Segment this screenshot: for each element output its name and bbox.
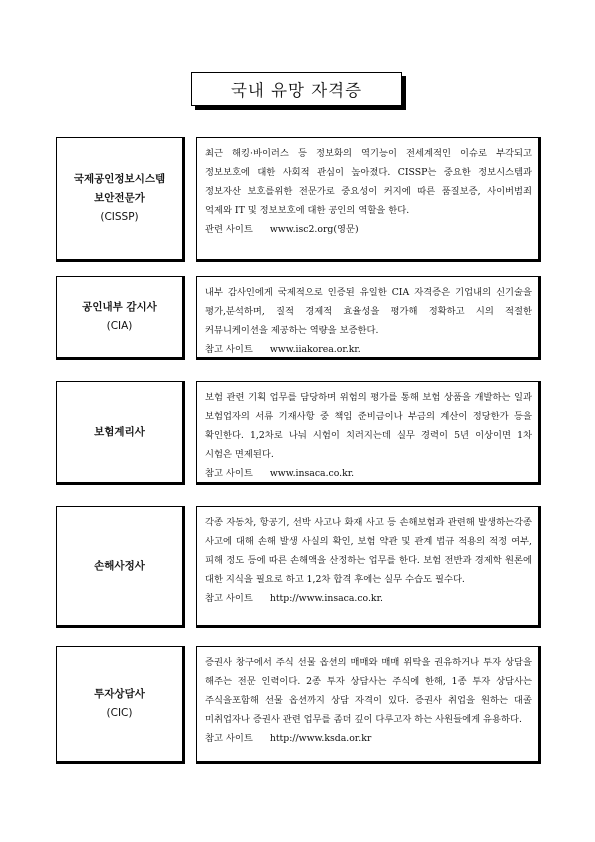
cert-name-line: 보험계리사 [94,425,145,438]
cert-description: 보험 관련 기획 업무를 담당하며 위험의 평가를 통해 보험 상품을 개발하는 일과 보험업자의 서류 기재사항 중 책임 준비금이나 부금의 계산이 정당한가 등을 확인한다. 1,2차로 나눠 시험이 치러지는데 실무 경력이 5년 이상이면 1차 시험은 면제된다. [205,392,532,460]
cert-abbr: (CIA) [106,320,133,332]
site-url: www.iiakorea.or.kr. [269,344,361,355]
cert-site-row [205,220,532,239]
cert-name-line: 공인내부 감시사 [82,301,157,313]
site-url: http://www.ksda.or.kr [269,733,372,744]
site-url: www.isc2.org(영문) [269,224,359,235]
cert-description-box [196,137,541,262]
cert-abbr: (CIC) [106,707,133,719]
cert-card-cic [56,646,541,764]
site-url: www.insaca.co.kr. [269,468,355,479]
page-title: 국내 유망 자격증 [191,72,402,106]
cert-abbr: (CISSP) [100,211,139,223]
cert-description: 증권사 창구에서 주식 선물 옵션의 매매와 매매 위탁을 권유하거나 투자 상담을 해주는 전문 인력이다. 2종 투자 상담사는 주식에 한해, 1종 투자 상담사는 주식을포함해 선물 옵션까지 상담 자격이 있다. 증권사 취업을 원하는 대졸 미취업자나 증권사 관련 업무를 좀더 깊이 다루고자 하는 사원들에게 유용하다. [205,657,532,725]
cert-description-box [196,506,541,628]
cert-description-box [196,276,541,360]
site-label: 참고 사이트 [205,733,253,744]
site-label: 관련 사이트 [205,224,253,235]
cert-card-loss-adjuster [56,506,541,628]
site-label: 참고 사이트 [205,344,253,355]
cert-card-cissp [56,137,541,262]
cert-name-box [56,506,185,628]
cert-description: 최근 해킹·바이러스 등 정보화의 역기능이 전세계적인 이슈로 부각되고 정보보호에 대한 사회적 관심이 높아졌다. CISSP는 중요한 정보시스템과 정보자산 보호를위한 전문가로 중요성이 커지에 따른 품질보증, 사이버범죄 억제와 IT 및 정보보호에 대한 공인의 역할을 한다. [205,148,532,216]
cert-description: 내부 감사인에게 국제적으로 인증된 유일한 CIA 자격증은 기업내의 신기술을 평가,분석하며, 질적 경제적 효율성을 평가해 정확하고 시의 적절한 커뮤니케이션을 제공하는 역량을 보증한다. [205,287,532,336]
cert-card-cia [56,276,541,360]
cert-site-row [205,589,532,608]
cert-name-line: 투자상담사 [94,688,145,700]
cert-name-box [56,381,185,485]
cert-name-box [56,137,185,262]
cert-description-box [196,381,541,485]
cert-name-line: 보안전문가 [94,192,145,204]
cert-description-box [196,646,541,764]
cert-name-box [56,276,185,360]
site-label: 참고 사이트 [205,593,253,604]
cert-description: 각종 자동차, 항공기, 선박 사고나 화재 사고 등 손해보험과 관련해 발생하는각종 사고에 대해 손해 발생 사실의 확인, 보험 약관 및 관계 법규 적용의 적정 여부, 피해 정도 등에 따른 손해액을 산정하는 업무를 한다. 보험 전반과 경제학 원론에 대한 지식을 필요로 하고 1,2차 합격 후에는 실무 수습도 필수다. [205,517,532,585]
cert-name-line: 손해사정사 [94,559,145,572]
cert-site-row [205,464,532,483]
site-label: 참고 사이트 [205,468,253,479]
cert-name-line: 국제공인정보시스템 [73,173,166,185]
cert-card-actuary [56,381,541,485]
cert-site-row [205,340,532,359]
cert-site-row [205,729,532,748]
cert-name-box [56,646,185,764]
site-url: http://www.insaca.co.kr. [269,593,383,604]
